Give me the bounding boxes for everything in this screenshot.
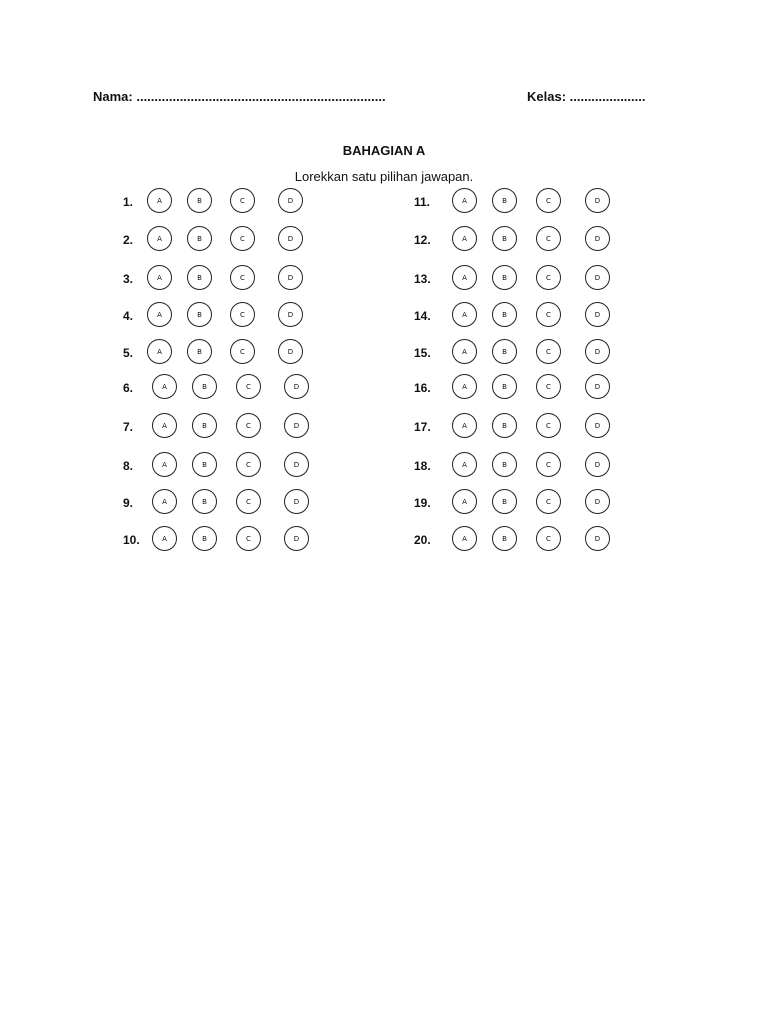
answer-bubble-b[interactable]: B — [187, 339, 212, 364]
answer-bubble-b[interactable]: B — [492, 413, 517, 438]
answer-bubble-a[interactable]: A — [452, 339, 477, 364]
answer-bubble-c[interactable]: C — [536, 226, 561, 251]
answer-bubble-a[interactable]: A — [147, 302, 172, 327]
answer-bubble-c[interactable]: C — [536, 413, 561, 438]
answer-bubble-b[interactable]: B — [492, 526, 517, 551]
answer-bubble-d[interactable]: D — [278, 302, 303, 327]
answer-bubble-d[interactable]: D — [585, 413, 610, 438]
answer-bubble-c[interactable]: C — [230, 339, 255, 364]
answer-bubble-d[interactable]: D — [284, 489, 309, 514]
kelas-field[interactable]: Kelas: ..................... — [527, 89, 646, 104]
answer-bubble-b[interactable]: B — [192, 489, 217, 514]
answer-bubble-b[interactable]: B — [187, 265, 212, 290]
answer-bubble-d[interactable]: D — [284, 526, 309, 551]
answer-bubble-a[interactable]: A — [452, 302, 477, 327]
answer-bubble-c[interactable]: C — [536, 339, 561, 364]
answer-bubble-a[interactable]: A — [152, 489, 177, 514]
answer-bubble-b[interactable]: B — [192, 452, 217, 477]
answer-bubble-d[interactable]: D — [585, 526, 610, 551]
question-number: 3. — [123, 272, 134, 286]
answer-bubble-b[interactable]: B — [492, 265, 517, 290]
answer-bubble-b[interactable]: B — [492, 302, 517, 327]
answer-bubble-c[interactable]: C — [230, 265, 255, 290]
answer-bubble-a[interactable]: A — [452, 265, 477, 290]
answer-bubble-d[interactable]: D — [284, 374, 309, 399]
answer-bubble-b[interactable]: B — [492, 226, 517, 251]
answer-bubble-d[interactable]: D — [585, 339, 610, 364]
answer-bubble-d[interactable]: D — [284, 413, 309, 438]
answer-bubble-c[interactable]: C — [536, 302, 561, 327]
answer-bubble-c[interactable]: C — [236, 413, 261, 438]
question-number: 15. — [414, 346, 431, 360]
answer-bubble-b[interactable]: B — [492, 339, 517, 364]
question-number: 13. — [414, 272, 431, 286]
answer-bubble-a[interactable]: A — [147, 339, 172, 364]
answer-bubble-a[interactable]: A — [452, 374, 477, 399]
answer-bubble-d[interactable]: D — [278, 188, 303, 213]
answer-bubble-b[interactable]: B — [192, 526, 217, 551]
answer-bubble-a[interactable]: A — [147, 188, 172, 213]
answer-bubble-b[interactable]: B — [492, 452, 517, 477]
answer-bubble-a[interactable]: A — [452, 413, 477, 438]
answer-bubble-a[interactable]: A — [152, 452, 177, 477]
question-number: 6. — [123, 381, 134, 395]
nama-field[interactable]: Nama: ..................................................................... — [93, 89, 386, 104]
section-instruction: Lorekkan satu pilihan jawapan. — [294, 169, 474, 184]
question-number: 14. — [414, 309, 431, 323]
question-number: 12. — [414, 233, 431, 247]
answer-bubble-c[interactable]: C — [536, 374, 561, 399]
answer-bubble-a[interactable]: A — [147, 226, 172, 251]
question-number: 18. — [414, 459, 431, 473]
answer-bubble-c[interactable]: C — [536, 526, 561, 551]
answer-bubble-b[interactable]: B — [492, 374, 517, 399]
answer-bubble-b[interactable]: B — [492, 489, 517, 514]
answer-bubble-c[interactable]: C — [230, 302, 255, 327]
question-number: 4. — [123, 309, 134, 323]
answer-bubble-b[interactable]: B — [492, 188, 517, 213]
question-number: 19. — [414, 496, 431, 510]
answer-bubble-d[interactable]: D — [585, 374, 610, 399]
answer-bubble-c[interactable]: C — [536, 265, 561, 290]
question-number: 1. — [123, 195, 134, 209]
answer-bubble-b[interactable]: B — [192, 413, 217, 438]
answer-bubble-b[interactable]: B — [187, 302, 212, 327]
question-number: 17. — [414, 420, 431, 434]
question-number: 20. — [414, 533, 431, 547]
answer-bubble-d[interactable]: D — [278, 265, 303, 290]
answer-bubble-d[interactable]: D — [278, 339, 303, 364]
answer-bubble-d[interactable]: D — [585, 302, 610, 327]
answer-bubble-c[interactable]: C — [536, 188, 561, 213]
question-number: 5. — [123, 346, 134, 360]
answer-bubble-c[interactable]: C — [236, 526, 261, 551]
answer-bubble-a[interactable]: A — [452, 188, 477, 213]
answer-bubble-c[interactable]: C — [230, 188, 255, 213]
answer-bubble-b[interactable]: B — [192, 374, 217, 399]
answer-bubble-a[interactable]: A — [147, 265, 172, 290]
answer-bubble-a[interactable]: A — [452, 452, 477, 477]
answer-bubble-a[interactable]: A — [152, 413, 177, 438]
section-title: BAHAGIAN A — [342, 143, 426, 158]
answer-bubble-d[interactable]: D — [284, 452, 309, 477]
question-number: 11. — [414, 195, 431, 209]
answer-bubble-d[interactable]: D — [585, 226, 610, 251]
answer-bubble-a[interactable]: A — [452, 489, 477, 514]
answer-bubble-d[interactable]: D — [585, 489, 610, 514]
answer-bubble-c[interactable]: C — [536, 452, 561, 477]
answer-bubble-d[interactable]: D — [278, 226, 303, 251]
answer-bubble-c[interactable]: C — [230, 226, 255, 251]
answer-bubble-b[interactable]: B — [187, 188, 212, 213]
question-number: 9. — [123, 496, 134, 510]
answer-bubble-d[interactable]: D — [585, 188, 610, 213]
answer-bubble-c[interactable]: C — [536, 489, 561, 514]
answer-bubble-c[interactable]: C — [236, 452, 261, 477]
answer-bubble-c[interactable]: C — [236, 374, 261, 399]
answer-bubble-b[interactable]: B — [187, 226, 212, 251]
answer-bubble-a[interactable]: A — [452, 526, 477, 551]
question-number: 10. — [123, 533, 140, 547]
question-number: 16. — [414, 381, 431, 395]
question-number: 2. — [123, 233, 134, 247]
question-number: 7. — [123, 420, 134, 434]
answer-bubble-d[interactable]: D — [585, 265, 610, 290]
answer-bubble-a[interactable]: A — [152, 526, 177, 551]
answer-bubble-a[interactable]: A — [452, 226, 477, 251]
question-number: 8. — [123, 459, 134, 473]
answer-bubble-c[interactable]: C — [236, 489, 261, 514]
answer-bubble-d[interactable]: D — [585, 452, 610, 477]
answer-bubble-a[interactable]: A — [152, 374, 177, 399]
